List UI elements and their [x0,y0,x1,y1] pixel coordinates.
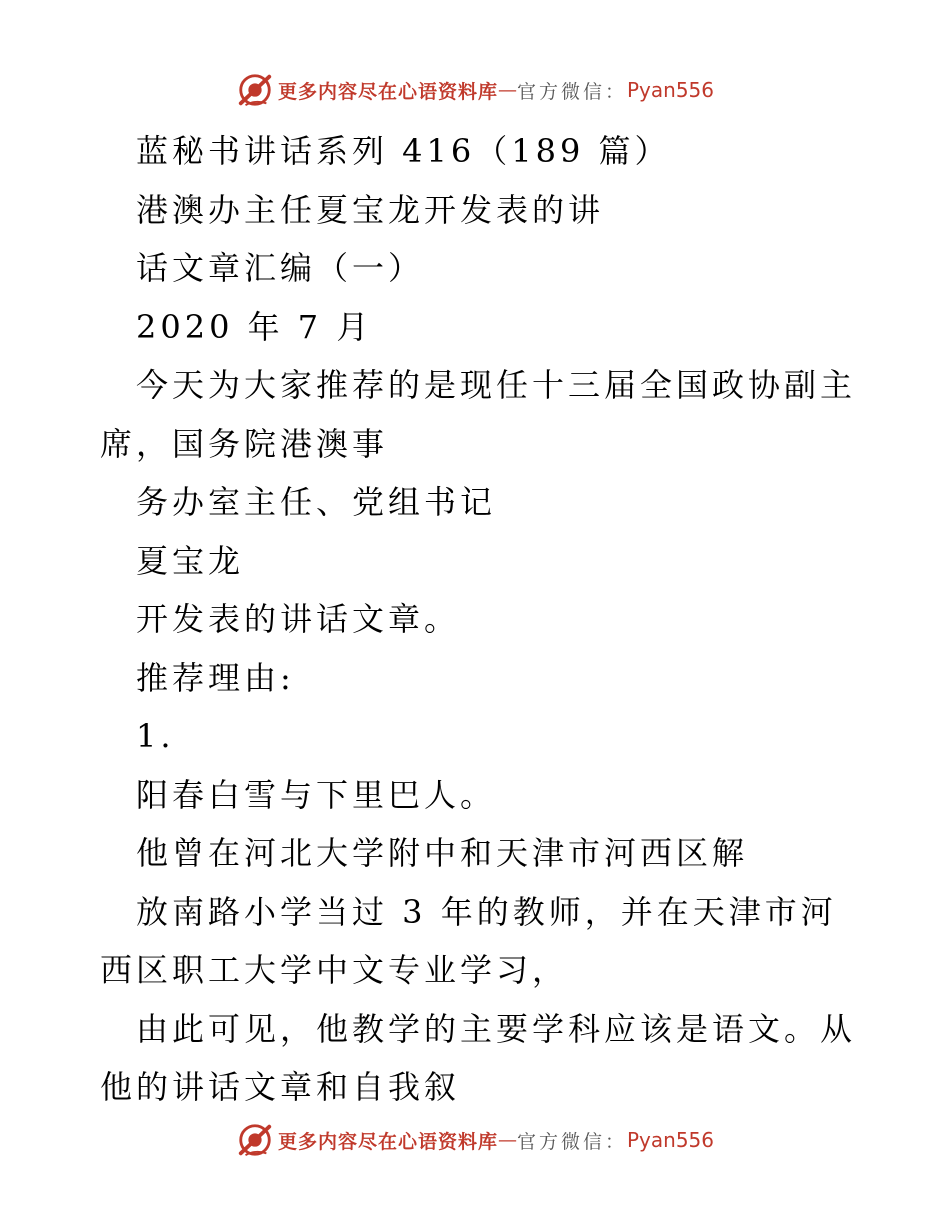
doc-title-line: 港澳办主任夏宝龙开发表的讲 [136,190,605,229]
banner-wechat-label: 官方微信： [516,80,627,103]
paragraph: 由此可见，他教学的主要学科应该是语文。从他的讲话文章和自我叙 [100,1009,857,1106]
doc-title-line: 蓝秘书讲话系列 416（189 篇） [136,132,671,170]
section-heading: 推荐理由: [136,658,295,697]
banner-wechat-id: Pyan556 [627,78,715,102]
paragraph: 开发表的讲话文章。 [136,600,461,638]
banner-dash: — [497,79,517,101]
paragraph: 夏宝龙 [136,541,245,580]
brand-logo-icon [236,1121,274,1159]
paragraph: 他曾在河北大学附中和天津市河西区解 [136,834,749,872]
banner-wechat-label: 官方微信： [516,1130,627,1153]
banner-main-text: 更多内容尽在心语资料库 [277,80,498,103]
doc-title-line: 话文章汇编（一） [136,249,425,287]
banner-wechat-id: Pyan556 [627,1128,715,1152]
brand-logo-icon [236,71,274,109]
banner-main-text: 更多内容尽在心语资料库 [277,1130,498,1153]
list-number: 1. [136,717,175,755]
paragraph: 阳春白雪与下里巴人。 [136,775,497,814]
banner-dash: — [497,1129,517,1151]
paragraph: 今天为大家推荐的是现任十三届全国政协副主席，国务院港澳事 [100,366,857,463]
header-watermark-banner [0,70,950,110]
footer-watermark-banner [0,1120,950,1160]
document-body [100,122,860,1117]
doc-date: 2020 年 7 月 [136,307,373,346]
paragraph: 务办室主任、党组书记 [136,483,497,521]
paragraph: 放南路小学当过 3 年的教师，并在天津市河西区职工大学中文专业学习， [100,892,837,989]
